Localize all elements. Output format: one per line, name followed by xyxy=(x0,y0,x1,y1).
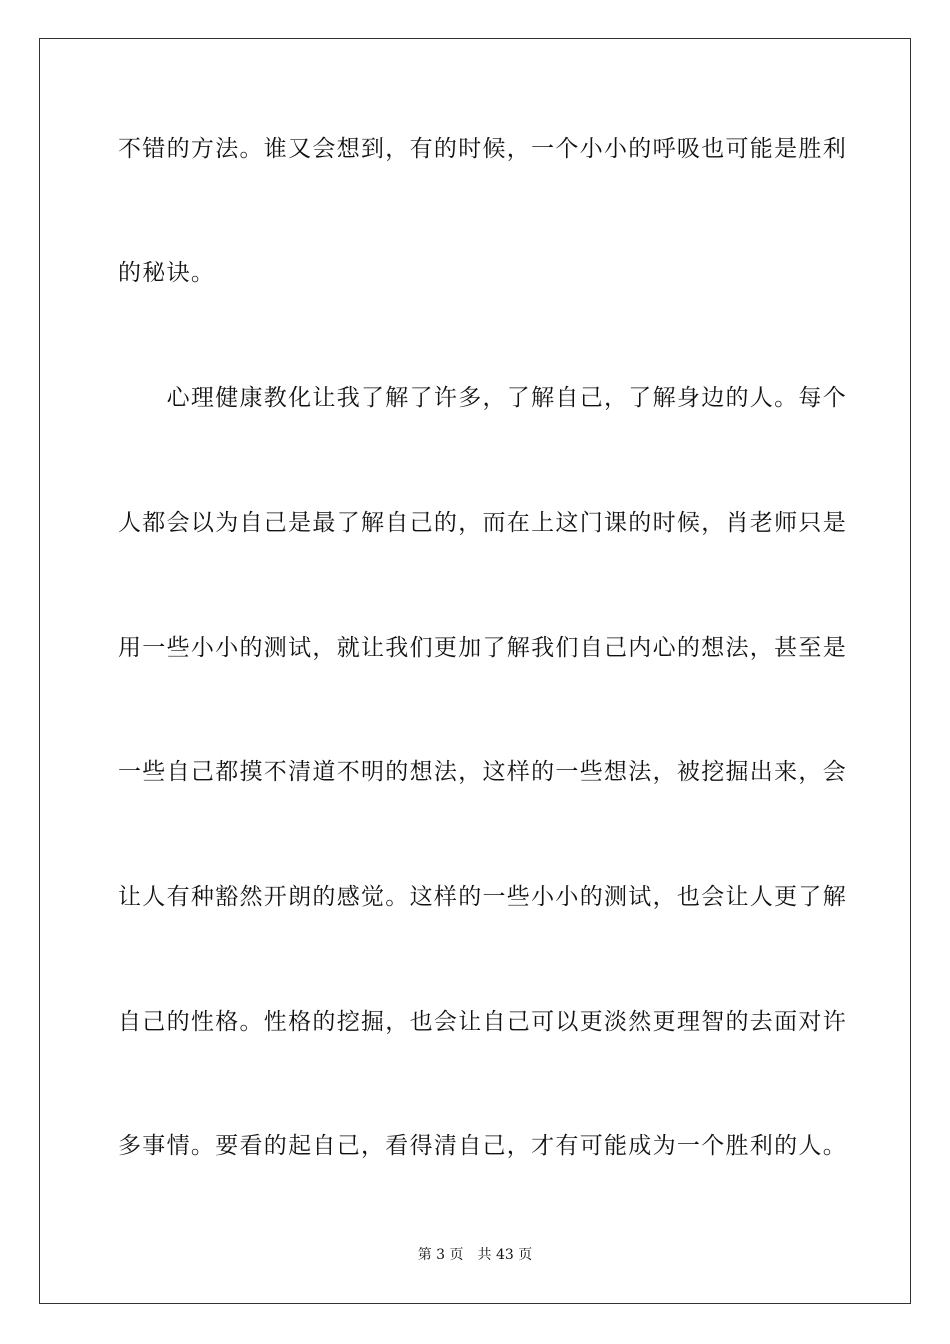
page-border xyxy=(39,38,911,1304)
text-line-5: 用一些小小的测试，就让我们更加了解我们自己内心的想法，甚至是 xyxy=(118,635,847,661)
text-line-6: 一些自己都摸不清道不明的想法，这样的一些想法，被挖掘出来，会 xyxy=(118,759,847,785)
text-line-3: 心理健康教化让我了解了许多，了解自己，了解身边的人。每个 xyxy=(118,385,847,411)
text-line-9: 多事情。要看的起自己，看得清自己，才有可能成为一个胜利的人。 xyxy=(118,1133,847,1159)
text-line-2: 的秘诀。 xyxy=(118,260,216,286)
text-line-7: 让人有种豁然开朗的感觉。这样的一些小小的测试，也会让人更了解 xyxy=(118,884,847,910)
page-number: 第 3 页 xyxy=(417,1247,464,1263)
page-total: 共 43 页 xyxy=(477,1247,533,1263)
text-line-4: 人都会以为自己是最了解自己的，而在上这门课的时候，肖老师只是 xyxy=(118,510,847,536)
text-line-1: 不错的方法。谁又会想到，有的时候，一个小小的呼吸也可能是胜利 xyxy=(118,136,847,162)
page-footer xyxy=(0,1245,950,1265)
text-line-8: 自己的性格。性格的挖掘，也会让自己可以更淡然更理智的去面对许 xyxy=(118,1009,847,1035)
